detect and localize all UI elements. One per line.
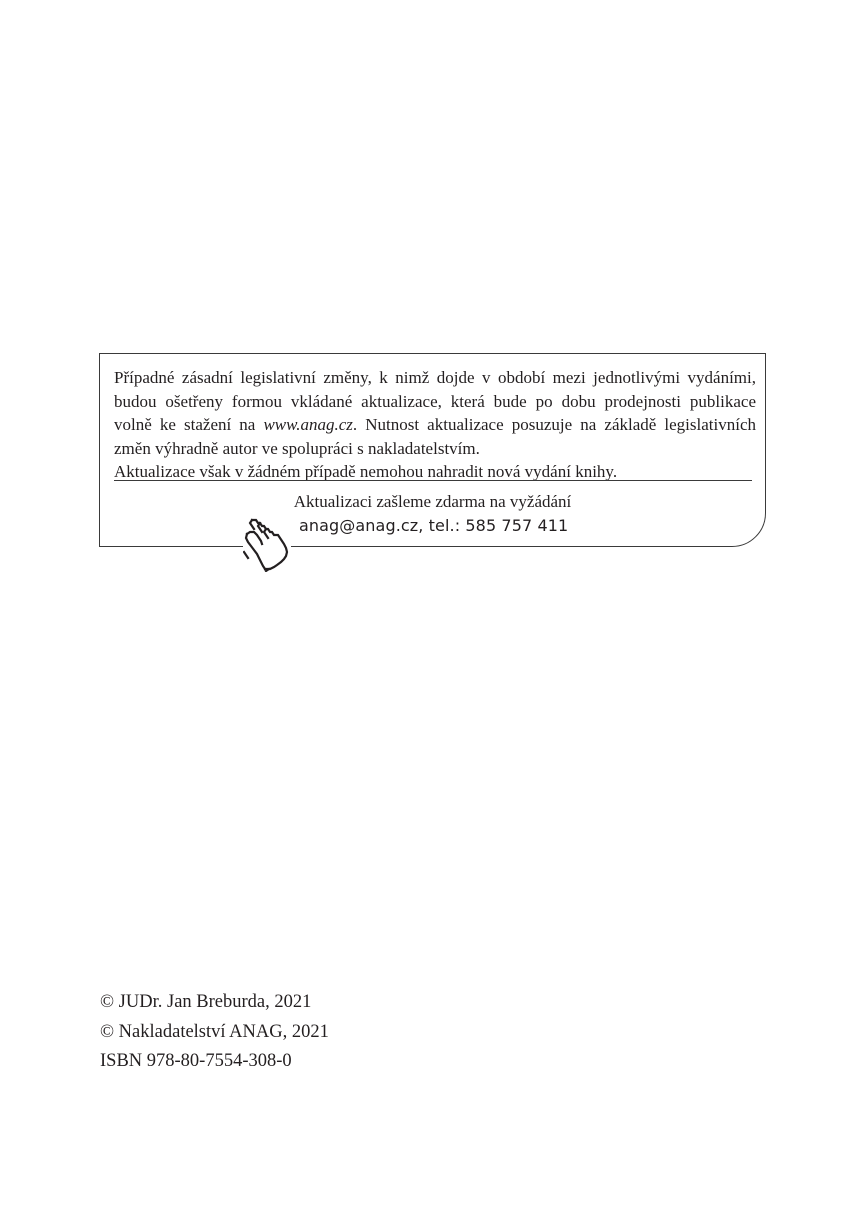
author-copyright: © JUDr. Jan Breburda, 2021 xyxy=(100,992,312,1012)
isbn: ISBN 978-80-7554-308-0 xyxy=(100,1051,292,1071)
notice-line-1: Případné zásadní legislativní změny, k nimž dojde v období mezi jednotlivými vydáními, xyxy=(114,368,756,387)
notice-line-3 xyxy=(114,413,756,437)
update-notice-box xyxy=(99,353,766,547)
notice-line-3-start: volně ke stažení na xyxy=(114,415,264,434)
colophon xyxy=(100,988,329,1077)
notice-line-3-end: . Nutnost aktualizace posuzuje na základě legislativních xyxy=(352,415,756,434)
website-link[interactable]: www.anag.cz xyxy=(263,415,353,434)
publisher-copyright: © Nakladatelství ANAG, 2021 xyxy=(100,1021,329,1042)
update-request-text: Aktualizaci zašleme zdarma na vyžádání xyxy=(293,492,572,511)
notice-divider xyxy=(114,480,752,481)
notice-line-5: Aktualizace však v žádném případě nemohou nahradit nová vydání knihy. xyxy=(114,462,618,481)
pointing-hand-icon xyxy=(243,517,291,572)
notice-line-4: změn výhradně autor ve spolupráci s nakladatelstvím. xyxy=(114,438,480,458)
contact-info[interactable]: anag@anag.cz, tel.: 585 757 411 xyxy=(299,516,569,535)
update-notice-text xyxy=(114,366,756,484)
notice-line-2: budou ošetřeny formou vkládané aktualizace, která bude po dobu prodejnosti publikace xyxy=(114,391,756,411)
